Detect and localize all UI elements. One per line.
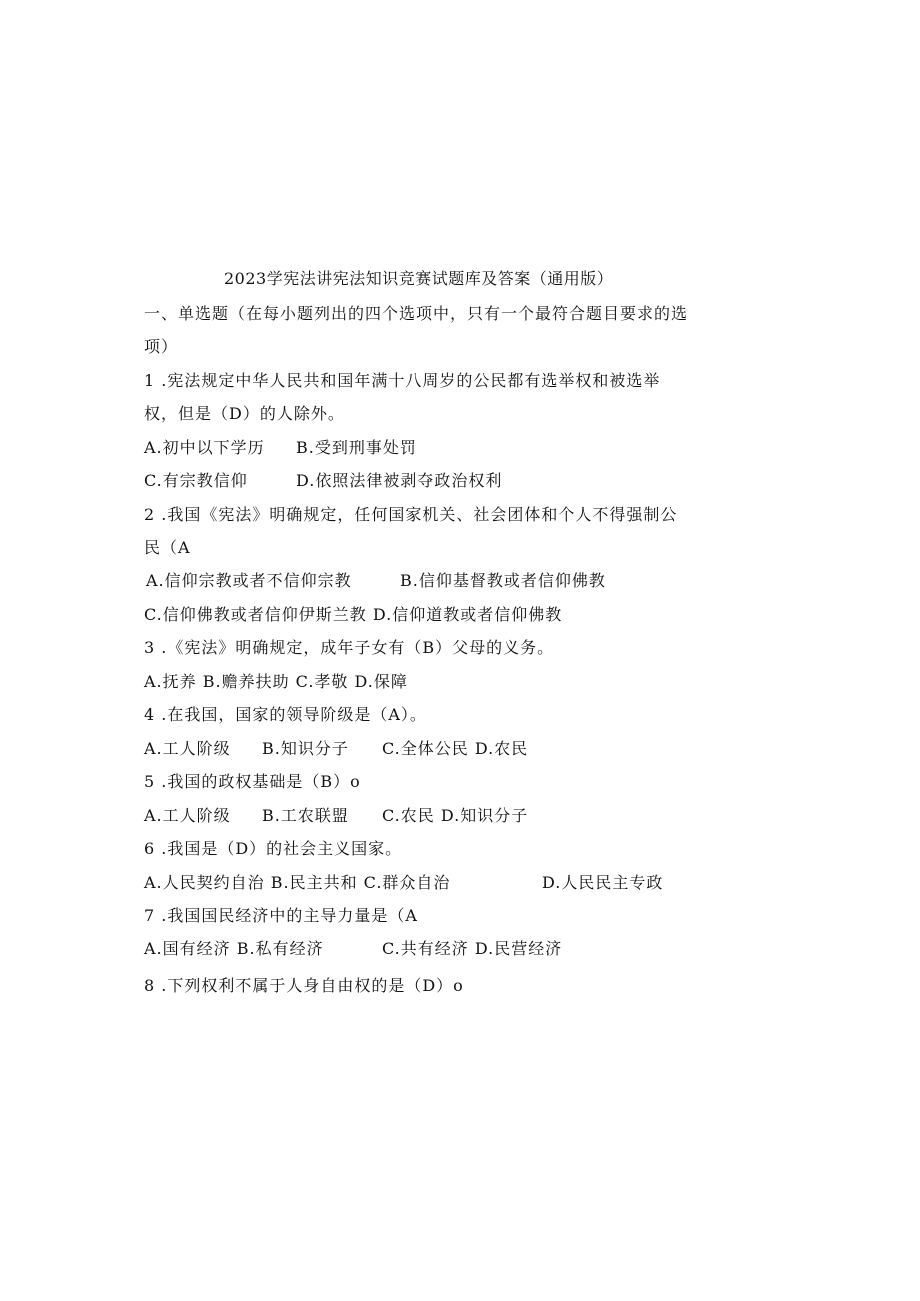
question-1-options-row-2 bbox=[144, 470, 502, 492]
option-a: A.信仰宗教或者不信仰宗教 bbox=[146, 571, 352, 590]
option-c: C.有宗教信仰 bbox=[144, 471, 248, 490]
question-1-stem-continued: 权，但是（D）的人除外。 bbox=[144, 404, 345, 423]
question-7-options-row-1 bbox=[144, 938, 562, 960]
question-4-stem: 4 .在我国，国家的领导阶级是（A）。 bbox=[144, 705, 427, 724]
options-c-d: C.共有经济 D.民营经济 bbox=[382, 939, 563, 958]
option-c-d: C.信仰佛教或者信仰伊斯兰教 D.信仰道教或者信仰佛教 bbox=[144, 605, 563, 624]
option-a: A.工人阶级 bbox=[144, 739, 231, 758]
question-2-stem: 2 .我国《宪法》明确规定，任何国家机关、社会团体和个人不得强制公 bbox=[144, 505, 678, 524]
section-heading-line-2: 项） bbox=[144, 337, 179, 356]
options-a-c: A.人民契约自治 B.民主共和 C.群众自治 bbox=[144, 873, 451, 892]
option-a: A.工人阶级 bbox=[144, 806, 231, 825]
question-2-options-row-1 bbox=[146, 570, 606, 592]
question-1-options-row-1 bbox=[144, 437, 417, 459]
option-b: B.信仰基督教或者信仰佛教 bbox=[400, 571, 606, 590]
question-2-stem-continued: 民（A bbox=[144, 538, 191, 557]
question-8-stem: 8 .下列权利不属于人身自由权的是（D）o bbox=[144, 976, 464, 995]
question-3-options-row-1 bbox=[144, 671, 408, 693]
option-a: A.初中以下学历 bbox=[144, 438, 265, 457]
option-b: B.受到刑事处罚 bbox=[296, 438, 417, 457]
option-c-d: C.农民 D.知识分子 bbox=[382, 806, 529, 825]
question-5-options-row-1 bbox=[144, 805, 528, 827]
section-heading-line-1: 一、单选题（在每小题列出的四个选项中，只有一个最符合题目要求的选 bbox=[144, 304, 689, 323]
options-a-d: A.抚养 B.赡养扶助 C.孝敬 D.保障 bbox=[144, 672, 408, 691]
question-4-options-row-1 bbox=[144, 738, 528, 760]
question-6-options-row-1 bbox=[144, 872, 663, 894]
question-7-stem: 7 .我国国民经济中的主导力量是（A bbox=[144, 906, 418, 925]
option-d: D.人民民主专政 bbox=[542, 873, 664, 892]
question-2-options-row-2 bbox=[144, 604, 562, 626]
option-d: D.依照法律被剥夺政治权利 bbox=[296, 471, 503, 490]
question-1-stem: 1 .宪法规定中华人民共和国年满十八周岁的公民都有选举权和被选举 bbox=[144, 371, 661, 390]
options-a-b: A.国有经济 B.私有经济 bbox=[144, 939, 324, 958]
option-b: B.工农联盟 bbox=[262, 806, 349, 825]
question-3-stem: 3 .《宪法》明确规定，成年子女有（B）父母的义务。 bbox=[144, 638, 555, 657]
question-6-stem: 6 .我国是（D）的社会主义国家。 bbox=[144, 839, 403, 858]
question-5-stem: 5 .我国的政权基础是（B）o bbox=[144, 772, 361, 791]
option-b: B.知识分子 bbox=[262, 739, 349, 758]
document-title: 2023学宪法讲宪法知识竞赛试题库及答案（通用版） bbox=[224, 269, 614, 288]
option-c-d: C.全体公民 D.农民 bbox=[382, 739, 529, 758]
